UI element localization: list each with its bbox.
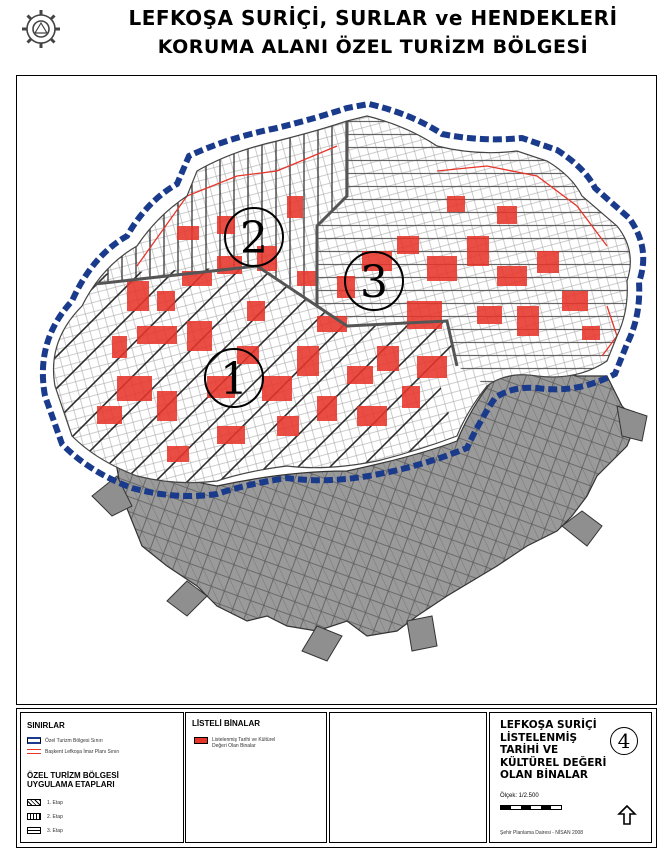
stage3-swatch bbox=[27, 827, 41, 834]
zone-number: 2 bbox=[240, 213, 268, 264]
stages-title-line2: UYGULAMA ETAPLARI bbox=[27, 780, 115, 789]
boundaries-title: SINIRLAR bbox=[27, 721, 65, 730]
scale-label: Ölçek: 1/2.500 bbox=[500, 793, 539, 799]
listed-label-line2: Değeri Olan Binalar bbox=[212, 743, 256, 749]
gear-emblem-icon bbox=[20, 8, 62, 50]
imar-boundary-label: Başkent Lefkoşa İmar Planı Sınırı bbox=[45, 749, 120, 755]
legend-boundaries-panel bbox=[20, 712, 184, 843]
tourism-boundary-swatch bbox=[27, 737, 41, 744]
zone-number: 1 bbox=[220, 354, 248, 405]
map-title-line1: LEFKOŞA SURİÇİ, SURLAR ve HENDEKLERİ bbox=[128, 6, 618, 30]
map-legend bbox=[16, 708, 657, 848]
north-arrow-icon bbox=[616, 805, 638, 825]
legend-blank-panel bbox=[329, 712, 487, 843]
sheet-number: 4 bbox=[610, 727, 638, 755]
sheet-title-line: OLAN BİNALAR bbox=[500, 769, 588, 781]
map-title-line2: KORUMA ALANI ÖZEL TURİZM BÖLGESİ bbox=[157, 36, 589, 58]
tourism-boundary-label: Özel Turizm Bölgesi Sınırı bbox=[45, 738, 103, 744]
footer-credit: Şehir Planlama Dairesi - NİSAN 2008 bbox=[500, 830, 584, 836]
stages-title-line1: ÖZEL TURİZM BÖLGESİ bbox=[27, 771, 119, 780]
sheet-title-line: LEFKOŞA SURİÇİ bbox=[500, 719, 597, 731]
listed-label-line1: Listelenmiş Tarihi ve Kültürel bbox=[212, 737, 276, 743]
stage2-swatch bbox=[27, 813, 41, 820]
sheet-title-line: KÜLTÜREL DEĞERİ bbox=[500, 756, 607, 769]
imar-boundary-swatch bbox=[27, 749, 41, 754]
map-header bbox=[0, 0, 669, 74]
scale-bar bbox=[500, 805, 562, 810]
zone-number: 3 bbox=[360, 257, 388, 308]
legend-info-panel bbox=[489, 712, 652, 843]
sheet-title-line: LİSTELENMİŞ bbox=[500, 731, 578, 744]
old-city-map bbox=[17, 76, 657, 705]
listed-swatch bbox=[194, 737, 208, 744]
stage2-label: 2. Etap bbox=[47, 814, 63, 820]
stage1-label: 1. Etap bbox=[47, 800, 63, 806]
stage1-swatch bbox=[27, 799, 41, 806]
sheet-title bbox=[500, 719, 610, 782]
stage3-label: 3. Etap bbox=[47, 828, 63, 834]
map-panel bbox=[16, 75, 657, 705]
sheet-title-line: TARİHİ VE bbox=[500, 744, 559, 756]
legend-listed-panel bbox=[185, 712, 327, 843]
listed-title: LİSTELİ BİNALAR bbox=[192, 719, 260, 728]
